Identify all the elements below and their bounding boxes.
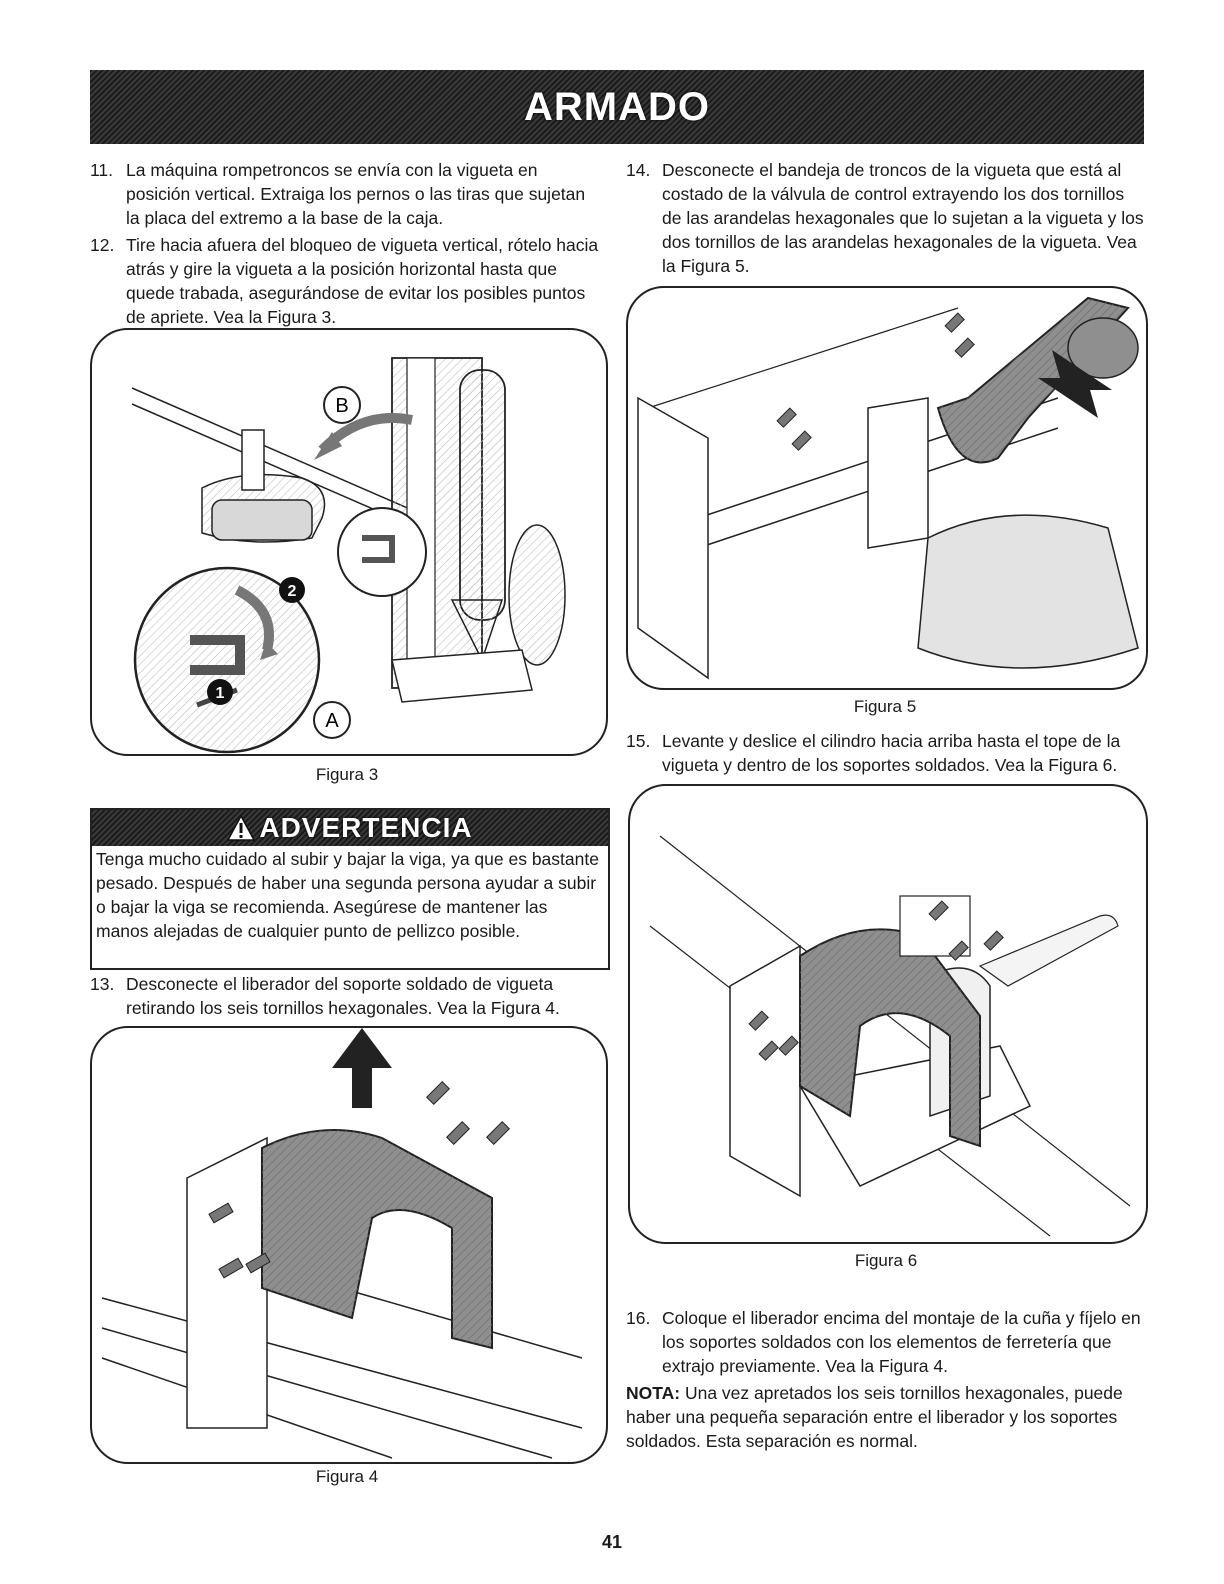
note-label: NOTA: [626,1383,681,1403]
note-text: Una vez apretados los seis tornillos hexagonales, puede haber una pequeña separación entre el liberador y los soportes soldados. Esta separación es normal. [626,1383,1123,1451]
figure-3 [90,328,608,756]
step-number: 15. [626,731,651,751]
callout-a: A [325,710,339,732]
step-number: 16. [626,1308,651,1328]
step-number: 13. [90,974,115,994]
page-number: 41 [601,1532,623,1552]
warning-box [90,808,610,970]
step-text: Desconecte el bandeja de troncos de la vigueta que está al costado de la válvula de control extrayendo los dos tornillos de las arandelas hexagonales que lo sujetan a la vigueta y los dos tornillos de las arandelas hexagonales de la vigueta. Vea la Figura 5. [662,160,1144,276]
step-text: Coloque el liberador encima del montaje de la cuña y fíjelo en los soportes soldados con los elementos de ferretería que extrajo previamente. Vea la Figura 4. [662,1308,1141,1376]
figure-4-caption: Figura 4 [315,1467,379,1486]
warning-text: Tenga mucho cuidado al subir y bajar la viga, ya que es bastante pesado. Después de haber una segunda persona ayudar a subir o bajar la viga se recomienda. Asegúrese de mantener las manos alejadas de cualquier punto de pellizco posible. [96,849,599,941]
section-header [90,70,1144,144]
step-number: 14. [626,160,651,180]
figure-5 [626,286,1148,690]
step-number: 11. [90,160,114,180]
step-12 [90,233,602,329]
step-number: 12. [90,235,115,255]
callout-1: 1 [215,685,225,702]
step-11 [90,158,602,230]
note [626,1381,1146,1453]
figure-3-illustration [92,330,606,754]
figure-4 [90,1026,608,1464]
step-text: Tire hacia afuera del bloqueo de vigueta vertical, rótelo hacia atrás y gire la vigueta a la posición horizontal hasta que quede trabada, asegurándose de evitar los posibles puntos de apriete. Vea la Figura 3. [126,235,599,327]
section-title: ARMADO [524,84,710,129]
figure-6-illustration [630,786,1146,1242]
figure-5-caption: Figura 5 [853,697,917,716]
warning-title: ADVERTENCIA [259,812,473,843]
warning-triangle-icon [227,815,255,841]
step-text: Levante y deslice el cilindro hacia arriba hasta el tope de la vigueta y dentro de los soportes soldados. Vea la Figura 6. [662,731,1121,775]
step-text: Desconecte el liberador del soporte soldado de vigueta retirando los seis tornillos hexagonales. Vea la Figura 4. [126,974,560,1018]
figure-3-caption: Figura 3 [315,765,379,784]
figure-6 [628,784,1148,1244]
step-15 [626,729,1146,777]
step-13 [90,972,602,1020]
callout-b: B [335,395,349,417]
step-text: La máquina rompetroncos se envía con la vigueta en posición vertical. Extraiga los pernos o las tiras que sujetan la placa del extremo a la base de la caja. [126,160,586,228]
figure-6-caption: Figura 6 [854,1251,918,1270]
callout-2: 2 [287,583,297,600]
step-16 [626,1306,1146,1378]
figure-5-illustration [628,288,1146,688]
step-14 [626,158,1146,278]
warning-header [92,810,608,846]
figure-4-illustration [92,1028,606,1462]
